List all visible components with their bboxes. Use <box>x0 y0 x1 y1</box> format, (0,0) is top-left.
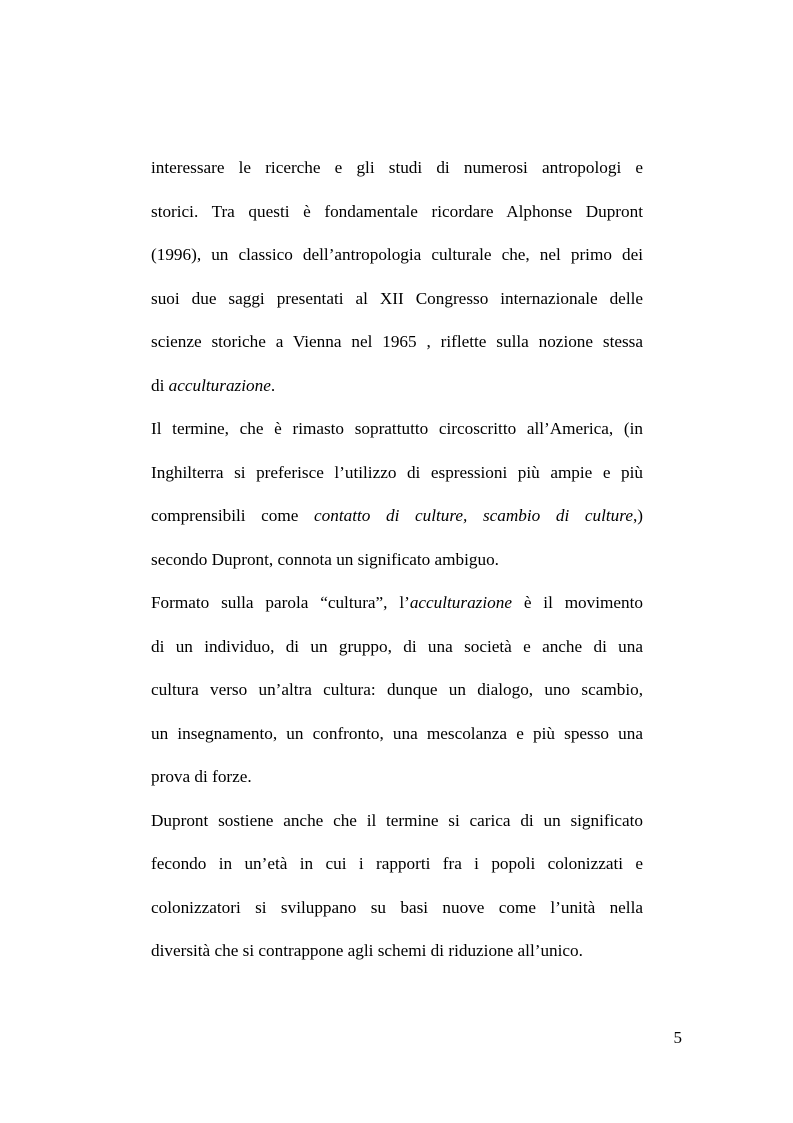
text-run: scienze storiche a Vienna nel 1965 , riflette sulla nozione stessa <box>151 332 643 351</box>
text-run: prova di forze. <box>151 767 252 786</box>
text-line <box>151 538 643 582</box>
text-line <box>151 146 643 190</box>
text-run: interessare le ricerche e gli studi di numerosi antropologi e <box>151 158 643 177</box>
text-run: colonizzatori si sviluppano su basi nuove come l’unità nella <box>151 897 643 917</box>
text-run: fecondo in un’età in cui i rapporti fra i popoli colonizzati e <box>151 854 643 873</box>
text-line <box>151 581 643 625</box>
italic-term: acculturazione <box>409 593 512 612</box>
text-run: Inghilterra si preferisce l’utilizzo di espressioni più ampie e più <box>151 462 643 482</box>
text-run: di un individuo, di un gruppo, di una società e anche di una <box>151 636 643 656</box>
text-line <box>151 755 643 799</box>
text-line <box>151 320 643 364</box>
text-run: suoi due saggi presentati al XII Congresso internazionale delle <box>151 288 643 308</box>
text-run: storici. Tra questi è fondamentale ricordare Alphonse Dupront <box>151 201 643 221</box>
page-number: 5 <box>673 1028 682 1047</box>
body-text <box>151 146 643 973</box>
text-run: Dupront sostiene anche che il termine si carica di un significato <box>151 810 643 830</box>
text-run: secondo Dupront, connota un significato ambiguo. <box>151 549 499 569</box>
text-line <box>151 842 643 886</box>
text-line <box>151 190 643 234</box>
text-line <box>151 364 643 408</box>
text-line <box>151 712 643 756</box>
text-run: Il termine, che è rimasto soprattutto circoscritto all’America, (in <box>151 419 643 438</box>
text-line <box>151 799 643 843</box>
text-line <box>151 451 643 495</box>
text-line <box>151 668 643 712</box>
text-run: cultura verso un’altra cultura: dunque un dialogo, uno scambio, <box>151 680 643 699</box>
text-run: un insegnamento, un confronto, una mescolanza e più spesso una <box>151 723 643 743</box>
text-line <box>151 494 643 538</box>
italic-term: contatto di culture, scambio di culture <box>314 506 633 525</box>
text-run: comprensibili come <box>151 506 315 525</box>
text-run: è il movimento <box>511 593 643 612</box>
text-line <box>151 929 643 973</box>
text-line <box>151 277 643 321</box>
text-run: (1996), un classico dell’antropologia culturale che, nel primo dei <box>151 245 643 264</box>
text-line <box>151 886 643 930</box>
text-run: ,) <box>632 506 643 525</box>
text-line <box>151 625 643 669</box>
text-run: . <box>270 375 276 395</box>
italic-term: acculturazione <box>168 375 271 395</box>
text-line <box>151 233 643 277</box>
text-run: diversità che si contrappone agli schemi di riduzione all’unico. <box>151 941 583 960</box>
text-run: Formato sulla parola “cultura”, l’ <box>151 593 410 612</box>
text-run: di <box>151 375 169 395</box>
text-line <box>151 407 643 451</box>
